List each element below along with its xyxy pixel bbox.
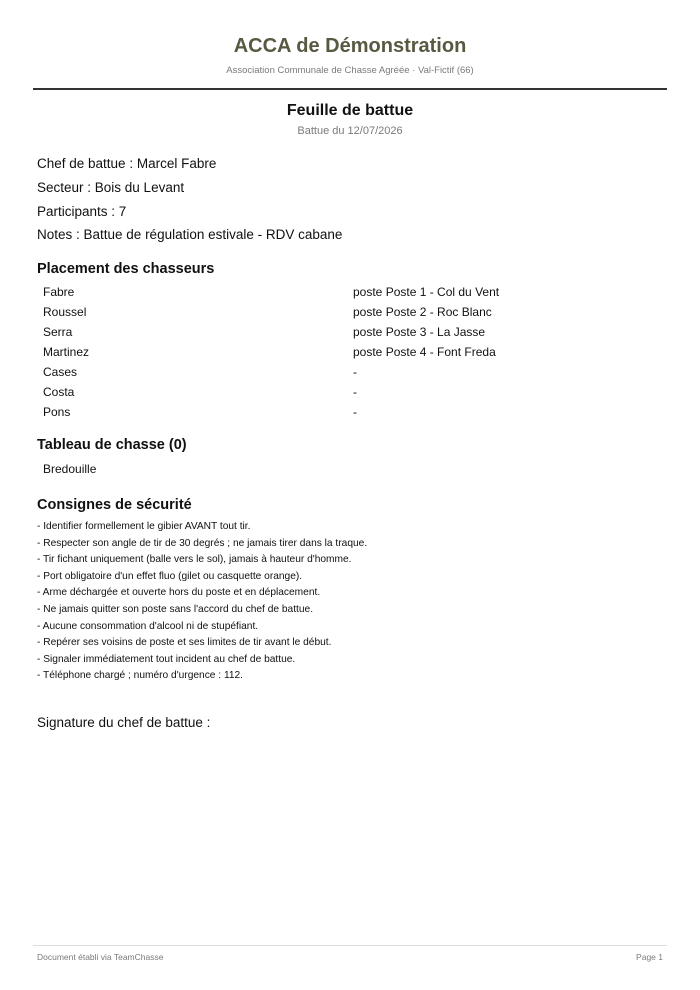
header-divider xyxy=(33,88,667,90)
consigne-item: - Téléphone chargé ; numéro d'urgence : 112. xyxy=(37,670,244,682)
consigne-item: - Aucune consommation d'alcool ni de stupéfiant. xyxy=(37,620,259,632)
hunter-post: - xyxy=(353,405,357,419)
placement-list xyxy=(43,285,643,425)
consigne-item: - Tir fichant uniquement (balle vers le sol), jamais à hauteur d'homme. xyxy=(37,554,352,566)
signature-label: Signature du chef de battue : xyxy=(37,715,211,730)
consigne-item: - Repérer ses voisins de poste et ses limites de tir avant le début. xyxy=(37,637,332,649)
consignes-heading: Consignes de sécurité xyxy=(37,497,192,513)
hunter-name: Costa xyxy=(43,385,75,399)
placement-row xyxy=(43,385,643,405)
hunter-name: Pons xyxy=(43,405,71,419)
footer-generator: Document établi via TeamChasse xyxy=(37,952,164,962)
hunter-name: Cases xyxy=(43,365,78,379)
placement-heading: Placement des chasseurs xyxy=(37,261,215,277)
org-subtitle: Association Communale de Chasse Agréée · Val-Fictif (66) xyxy=(226,65,474,76)
hunter-post: - xyxy=(353,365,357,379)
footer-page-number: Page 1 xyxy=(636,952,663,962)
org-name: ACCA de Démonstration xyxy=(233,35,467,57)
consigne-item: - Identifier formellement le gibier AVANT tout tir. xyxy=(37,521,251,532)
info-participants: Participants : 7 xyxy=(37,204,127,219)
info-secteur: Secteur : Bois du Levant xyxy=(37,180,185,195)
tableau-entry: Bredouille xyxy=(43,462,97,476)
consigne-item: - Arme déchargée et ouverte hors du poste et en déplacement. xyxy=(37,587,321,599)
info-chef: Chef de battue : Marcel Fabre xyxy=(37,156,217,171)
consignes-list xyxy=(37,520,367,686)
consigne-item: - Signaler immédiatement tout incident au chef de battue. xyxy=(37,653,296,665)
hunter-post: poste Poste 1 - Col du Vent xyxy=(353,285,500,299)
placement-row xyxy=(43,325,643,345)
placement-row xyxy=(43,305,643,325)
info-notes: Notes : Battue de régulation estivale - RDV cabane xyxy=(37,227,343,242)
hunter-post: poste Poste 3 - La Jasse xyxy=(353,325,486,339)
placement-row xyxy=(43,365,643,385)
hunter-name: Serra xyxy=(43,325,73,339)
placement-row xyxy=(43,405,643,425)
placement-row xyxy=(43,285,643,305)
hunter-name: Fabre xyxy=(43,285,75,299)
hunter-post: poste Poste 2 - Roc Blanc xyxy=(353,305,492,319)
consigne-item: - Port obligatoire d'un effet fluo (gilet ou casquette orange). xyxy=(37,570,303,582)
document-title: Feuille de battue xyxy=(286,102,414,119)
hunter-post: - xyxy=(353,385,357,399)
hunter-name: Roussel xyxy=(43,305,87,319)
consigne-item: - Respecter son angle de tir de 30 degrés ; ne jamais tirer dans la traque. xyxy=(37,537,368,549)
hunter-post: poste Poste 4 - Font Freda xyxy=(353,345,496,359)
footer-divider xyxy=(33,945,667,946)
tableau-heading: Tableau de chasse (0) xyxy=(37,437,187,453)
hunter-name: Martinez xyxy=(43,345,90,359)
consigne-item: - Ne jamais quitter son poste sans l'accord du chef de battue. xyxy=(37,603,314,615)
document-date: Battue du 12/07/2026 xyxy=(297,125,403,137)
placement-row xyxy=(43,345,643,365)
